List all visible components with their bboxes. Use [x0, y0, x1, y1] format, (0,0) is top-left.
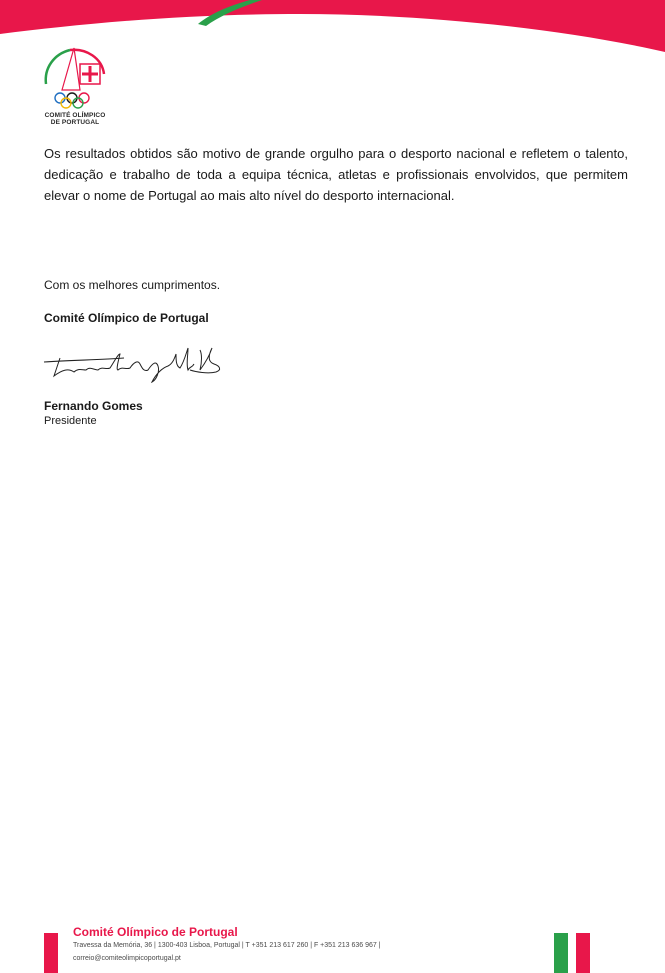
logo-text-line1: COMITÉ OLÍMPICO: [44, 112, 106, 119]
logo-text-line2: DE PORTUGAL: [50, 119, 100, 126]
signer-title: Presidente: [44, 415, 97, 427]
signer-name: Fernando Gomes: [44, 399, 143, 413]
flag-green-stripe: [554, 933, 568, 973]
handwritten-signature: [40, 340, 225, 384]
coc-logo: [40, 44, 110, 126]
letter-closing: Com os melhores cumprimentos.: [44, 278, 221, 292]
olympic-rings-cross-icon: [40, 44, 110, 110]
footer-red-bar: [44, 933, 58, 973]
flag-red-stripe: [576, 933, 590, 973]
letter-body-paragraph: Os resultados obtidos são motivo de grande orgulho para o desporto nacional e refletem o talento, dedicação e trabalho de toda a equipa técnica, atletas e profissionais envolvidos, que permitem elevar o nome de Portugal ao mais alto nível do desporto internacional.: [44, 146, 628, 203]
portugal-flag-stripes: [554, 933, 590, 973]
flag-white-stripe: [568, 933, 576, 973]
letter-organization: Comité Olímpico de Portugal: [44, 311, 209, 325]
footer-email[interactable]: correio@comiteolimpicoportugal.pt: [73, 955, 181, 962]
footer-organization: Comité Olímpico de Portugal: [73, 925, 238, 939]
footer-address: Travessa da Memória, 36 | 1300-403 Lisboa, Portugal | T +351 213 617 260 | F +351 213 636 967 |: [73, 942, 381, 949]
